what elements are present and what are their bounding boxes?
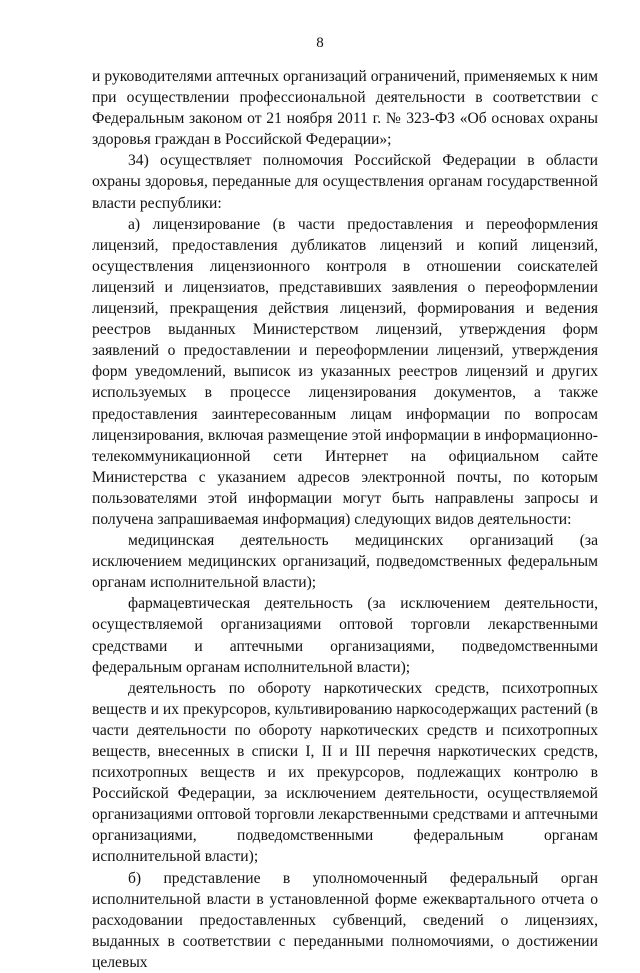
paragraph-pharmaceutical-activity: фармацевтическая деятельность (за исключением деятельности, осуществляемой организациями оптовой торговли лекарственными средствами и аптечными организациями, подведомственными федеральным органам исполнительной власти); — [92, 595, 598, 676]
paragraph-item-34: 34) осуществляет полномочия Российской Федерации в области охраны здоровья, переданные для осуществления органам государственной власти республики: — [92, 152, 598, 212]
paragraph-subitem-a: а) лицензирование (в части предоставления и переоформления лицензий, предоставления дубликатов лицензий и копий лицензий, осуществления лицензионного контроля в отношении соискателей лицензий и лицензиатов, представивших заявления о переоформлении лицензий, прекращения действия лицензий, формирования и ведения реестров выданных Министерством лицензий, утверждения форм заявлений о предоставлении и переоформлении лицензий, утверждения форм уведомлений, выписок из указанных реестров лицензий и других используемых в процессе лицензирования документов, а также предоставления заинтересованным лицам информации по вопросам лицензирования, включая размещение этой информации в информационно-телекоммуникационной сети Интернет на официальном сайте Министерства с указанием адресов электронной почты, по которым пользователями этой информации могут быть направлены запросы и получена запрашиваемая информация) следующих видов деятельности: — [92, 215, 598, 528]
page-number: 8 — [316, 35, 324, 51]
document-body — [92, 66, 598, 973]
paragraph-narcotics-activity: деятельность по обороту наркотических средств, психотропных веществ и их прекурсоров, культивированию наркосодержащих растений (в части деятельности по обороту наркотических средств и психотропных веществ, внесенных в списки I, II и III перечня наркотических средств, психотропных веществ и их прекурсоров, подлежащих контролю в Российской Федерации, за исключением деятельности, осуществляемой организациями оптовой торговли лекарственными средствами и аптечными организациями, подведомственными федеральным органам исполнительной власти); — [92, 679, 598, 866]
paragraph-subitem-b: б) представление в уполномоченный федеральный орган исполнительной власти в установленной форме ежеквартального отчета о расходовании предоставленных субвенций, сведений о лицензиях, выданных в соответствии с переданными полномочиями, о достижении целевых — [92, 869, 598, 971]
paragraph-medical-activity: медицинская деятельность медицинских организаций (за исключением медицинских организаций, подведомственных федеральным органам исполнительной власти); — [92, 532, 598, 592]
paragraph-continuation: и руководителями аптечных организаций ограничений, применяемых к ним при осуществлении профессиональной деятельности в соответствии с Федеральным законом от 21 ноября 2011 г. № 323-ФЗ «Об основах охраны здоровья граждан в Российской Федерации»; — [92, 68, 598, 149]
